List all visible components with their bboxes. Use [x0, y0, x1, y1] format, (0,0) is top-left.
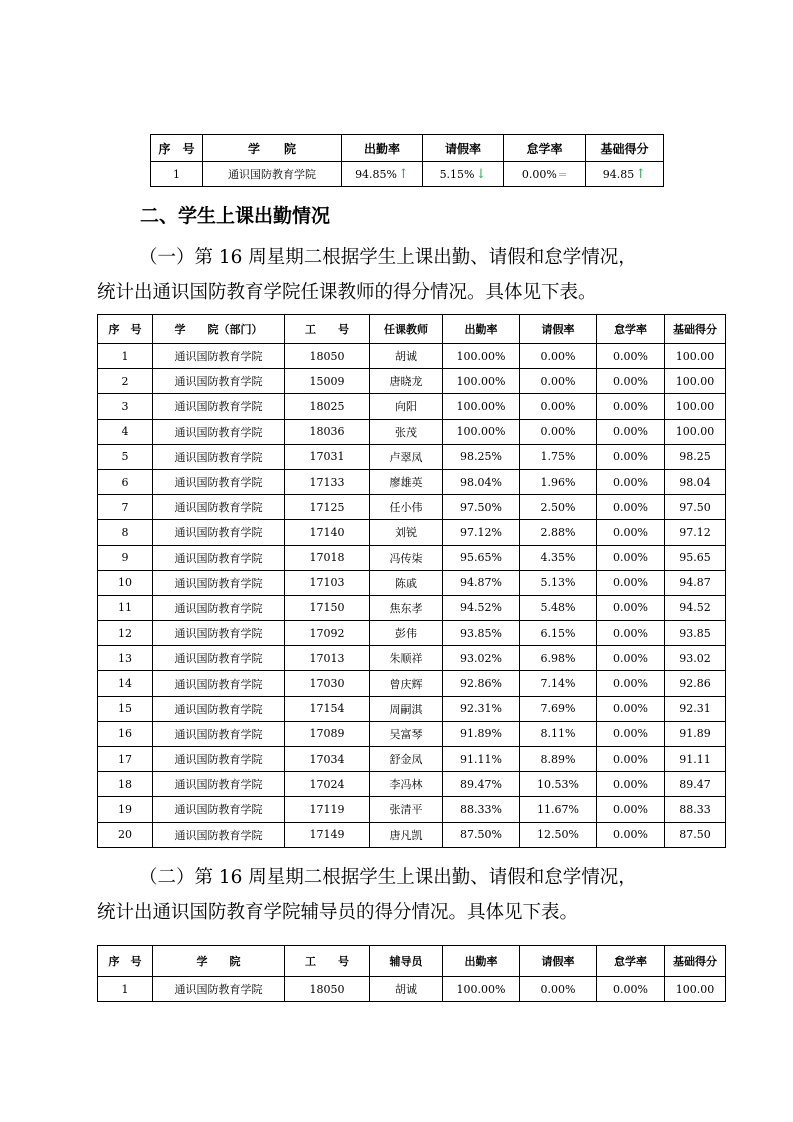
table-cell: 0.00%	[597, 977, 665, 1002]
table-cell: 0.00%	[597, 822, 665, 847]
column-header: 学 院	[203, 135, 342, 162]
table-cell: 100.00%	[443, 344, 520, 369]
paragraph-line: （二）第 16 周星期二根据学生上课出勤、请假和怠学情况，	[139, 867, 637, 888]
table-row	[98, 344, 726, 369]
arrow-up-icon: ↑	[635, 166, 647, 182]
table-cell: 15	[98, 696, 153, 721]
table-cell: 17103	[285, 570, 370, 595]
table-cell: 通识国防教育学院	[153, 671, 285, 696]
arrow-down-icon: ↓	[475, 166, 487, 182]
paragraph-teachers	[97, 240, 697, 310]
table-cell: 94.52	[665, 595, 726, 620]
table-cell: 通识国防教育学院	[153, 797, 285, 822]
table-cell: 14	[98, 671, 153, 696]
table-cell: 卢翠凤	[370, 444, 443, 469]
table-cell: 17013	[285, 646, 370, 671]
table-cell: 95.65	[665, 545, 726, 570]
attendance-cell	[342, 162, 423, 187]
table-cell: 彭伟	[370, 621, 443, 646]
column-header: 序 号	[151, 135, 203, 162]
score-value: 94.85	[602, 167, 635, 181]
equal-icon: =	[557, 167, 568, 181]
table-cell: 通识国防教育学院	[153, 595, 285, 620]
table-row	[98, 469, 726, 494]
table-cell: 17154	[285, 696, 370, 721]
table-cell: 91.11	[665, 747, 726, 772]
counselor-score-table	[97, 945, 726, 1002]
table-cell: 0.00%	[520, 419, 597, 444]
column-header: 怠学率	[504, 135, 586, 162]
table-cell: 通识国防教育学院	[153, 444, 285, 469]
table-cell: 通识国防教育学院	[153, 369, 285, 394]
table-cell: 18025	[285, 394, 370, 419]
attendance-value: 94.85%	[355, 167, 398, 181]
table-row	[98, 369, 726, 394]
table-cell: 15009	[285, 369, 370, 394]
table-row	[98, 772, 726, 797]
table-cell: 0.00%	[520, 977, 597, 1002]
table-cell: 通识国防教育学院	[153, 977, 285, 1002]
teacher-score-table	[97, 314, 726, 848]
table-row	[98, 394, 726, 419]
college-name: 通识国防教育学院	[203, 162, 342, 187]
table-cell: 廖雄英	[370, 469, 443, 494]
table-cell: 5	[98, 444, 153, 469]
table-cell: 12.50%	[520, 822, 597, 847]
table-cell: 唐晓龙	[370, 369, 443, 394]
table-row	[98, 595, 726, 620]
row-index: 1	[151, 162, 203, 187]
column-header: 出勤率	[443, 946, 520, 977]
table-cell: 94.87%	[443, 570, 520, 595]
table-cell: 7.14%	[520, 671, 597, 696]
table-cell: 0.00%	[597, 747, 665, 772]
table-cell: 94.52%	[443, 595, 520, 620]
table-cell: 朱顺祥	[370, 646, 443, 671]
table-cell: 17140	[285, 520, 370, 545]
table-cell: 100.00%	[443, 394, 520, 419]
table-cell: 3	[98, 394, 153, 419]
table-cell: 0.00%	[520, 369, 597, 394]
truancy-value: 0.00%	[521, 167, 557, 181]
table-cell: 17018	[285, 545, 370, 570]
table-cell: 0.00%	[597, 469, 665, 494]
table-cell: 88.33%	[443, 797, 520, 822]
table-cell: 2	[98, 369, 153, 394]
column-header: 学 院	[153, 946, 285, 977]
table-cell: 18036	[285, 419, 370, 444]
column-header: 请假率	[423, 135, 504, 162]
table-cell: 98.04%	[443, 469, 520, 494]
column-header: 工 号	[285, 946, 370, 977]
table-cell: 93.85	[665, 621, 726, 646]
table-cell: 6	[98, 469, 153, 494]
table-cell: 0.00%	[597, 772, 665, 797]
table-cell: 17	[98, 747, 153, 772]
table-cell: 吴富琴	[370, 721, 443, 746]
table-cell: 92.31	[665, 696, 726, 721]
table-cell: 6.98%	[520, 646, 597, 671]
table-cell: 92.86%	[443, 671, 520, 696]
table-cell: 89.47%	[443, 772, 520, 797]
table-cell: 通识国防教育学院	[153, 570, 285, 595]
table-cell: 11.67%	[520, 797, 597, 822]
table-cell: 通识国防教育学院	[153, 545, 285, 570]
table-cell: 93.02%	[443, 646, 520, 671]
table-cell: 2.88%	[520, 520, 597, 545]
paragraph-line: （一）第 16 周星期二根据学生上课出勤、请假和怠学情况，	[139, 247, 637, 268]
table-cell: 0.00%	[597, 721, 665, 746]
column-header: 出勤率	[342, 135, 423, 162]
table-cell: 周嗣淇	[370, 696, 443, 721]
table-row	[98, 419, 726, 444]
table-cell: 17092	[285, 621, 370, 646]
table-cell: 0.00%	[520, 344, 597, 369]
table-cell: 曾庆辉	[370, 671, 443, 696]
table-cell: 通识国防教育学院	[153, 621, 285, 646]
table-cell: 通识国防教育学院	[153, 822, 285, 847]
table-cell: 94.87	[665, 570, 726, 595]
table-cell: 92.86	[665, 671, 726, 696]
table-cell: 0.00%	[597, 419, 665, 444]
table-cell: 17089	[285, 721, 370, 746]
table-cell: 87.50%	[443, 822, 520, 847]
table-cell: 100.00	[665, 369, 726, 394]
table-cell: 任小伟	[370, 495, 443, 520]
score-cell	[586, 162, 664, 187]
table-cell: 20	[98, 822, 153, 847]
table-cell: 0.00%	[597, 444, 665, 469]
table-header-row	[98, 946, 726, 977]
table-cell: 5.13%	[520, 570, 597, 595]
table-cell: 95.65%	[443, 545, 520, 570]
table-cell: 7.69%	[520, 696, 597, 721]
table-cell: 张清平	[370, 797, 443, 822]
paragraph-line: 统计出通识国防教育学院辅导员的得分情况。具体见下表。	[97, 902, 579, 923]
table-cell: 0.00%	[597, 696, 665, 721]
table-cell: 93.02	[665, 646, 726, 671]
arrow-up-icon: ↑	[398, 166, 409, 182]
column-header: 基础得分	[665, 946, 726, 977]
table-row	[98, 696, 726, 721]
column-header: 出勤率	[443, 315, 520, 344]
table-row	[98, 495, 726, 520]
table-cell: 17149	[285, 822, 370, 847]
table-cell: 舒金凤	[370, 747, 443, 772]
column-header: 序 号	[98, 946, 153, 977]
table-cell: 97.50	[665, 495, 726, 520]
table-row	[98, 646, 726, 671]
table-cell: 2.50%	[520, 495, 597, 520]
table-cell: 焦东孝	[370, 595, 443, 620]
table-row	[98, 444, 726, 469]
table-cell: 16	[98, 721, 153, 746]
column-header: 怠学率	[597, 946, 665, 977]
table-cell: 0.00%	[597, 545, 665, 570]
table-cell: 100.00	[665, 344, 726, 369]
table-row	[98, 671, 726, 696]
table-cell: 0.00%	[520, 394, 597, 419]
table-cell: 6.15%	[520, 621, 597, 646]
table-cell: 11	[98, 595, 153, 620]
table-cell: 冯传柒	[370, 545, 443, 570]
table-cell: 91.11%	[443, 747, 520, 772]
column-header: 怠学率	[597, 315, 665, 344]
column-header: 工 号	[285, 315, 370, 344]
column-header: 基础得分	[586, 135, 664, 162]
table-cell: 胡诚	[370, 977, 443, 1002]
column-header: 请假率	[520, 315, 597, 344]
table-cell: 通识国防教育学院	[153, 394, 285, 419]
table-cell: 通识国防教育学院	[153, 646, 285, 671]
table-cell: 19	[98, 797, 153, 822]
table-cell: 4	[98, 419, 153, 444]
table-cell: 100.00	[665, 419, 726, 444]
leave-value: 5.15%	[439, 167, 475, 181]
table-cell: 0.00%	[597, 344, 665, 369]
truancy-cell	[504, 162, 586, 187]
table-cell: 98.25	[665, 444, 726, 469]
table-cell: 4.35%	[520, 545, 597, 570]
column-header: 基础得分	[665, 315, 726, 344]
table-row	[98, 545, 726, 570]
table-cell: 通识国防教育学院	[153, 721, 285, 746]
table-cell: 通识国防教育学院	[153, 747, 285, 772]
table-cell: 18050	[285, 344, 370, 369]
table-cell: 通识国防教育学院	[153, 344, 285, 369]
table-cell: 89.47	[665, 772, 726, 797]
column-header: 任课教师	[370, 315, 443, 344]
table-cell: 0.00%	[597, 797, 665, 822]
table-cell: 8.11%	[520, 721, 597, 746]
table-cell: 91.89%	[443, 721, 520, 746]
table-row	[98, 977, 726, 1002]
table-row	[98, 570, 726, 595]
table-cell: 0.00%	[597, 495, 665, 520]
table-cell: 97.12	[665, 520, 726, 545]
table-cell: 100.00	[665, 977, 726, 1002]
table-cell: 10	[98, 570, 153, 595]
table-cell: 88.33	[665, 797, 726, 822]
table-cell: 9	[98, 545, 153, 570]
table-cell: 刘锐	[370, 520, 443, 545]
table-cell: 17024	[285, 772, 370, 797]
table-cell: 向阳	[370, 394, 443, 419]
table-cell: 13	[98, 646, 153, 671]
table-cell: 1	[98, 344, 153, 369]
table-cell: 通识国防教育学院	[153, 520, 285, 545]
table-cell: 93.85%	[443, 621, 520, 646]
column-header: 辅导员	[370, 946, 443, 977]
table-cell: 0.00%	[597, 595, 665, 620]
table-cell: 1.75%	[520, 444, 597, 469]
table-cell: 通识国防教育学院	[153, 772, 285, 797]
table-cell: 0.00%	[597, 520, 665, 545]
table-cell: 0.00%	[597, 621, 665, 646]
table-row	[98, 621, 726, 646]
table-cell: 100.00%	[443, 419, 520, 444]
table-cell: 17119	[285, 797, 370, 822]
table-cell: 97.12%	[443, 520, 520, 545]
table-cell: 0.00%	[597, 369, 665, 394]
paragraph-counselors	[97, 860, 697, 930]
table-header-row	[98, 315, 726, 344]
table-cell: 8	[98, 520, 153, 545]
column-header: 请假率	[520, 946, 597, 977]
section-heading: 二、学生上课出勤情况	[140, 205, 331, 227]
table-cell: 17031	[285, 444, 370, 469]
table-cell: 0.00%	[597, 394, 665, 419]
college-summary-table	[150, 134, 664, 187]
table-cell: 100.00	[665, 394, 726, 419]
table-row	[98, 797, 726, 822]
table-cell: 10.53%	[520, 772, 597, 797]
table-cell: 唐凡凯	[370, 822, 443, 847]
paragraph-line: 统计出通识国防教育学院任课教师的得分情况。具体见下表。	[97, 282, 597, 303]
table-cell: 92.31%	[443, 696, 520, 721]
table-cell: 100.00%	[443, 369, 520, 394]
table-row	[98, 822, 726, 847]
table-cell: 12	[98, 621, 153, 646]
table-cell: 通识国防教育学院	[153, 495, 285, 520]
column-header: 序 号	[98, 315, 153, 344]
leave-cell	[423, 162, 504, 187]
table-cell: 胡诚	[370, 344, 443, 369]
table-cell: 通识国防教育学院	[153, 469, 285, 494]
table-cell: 0.00%	[597, 570, 665, 595]
teacher-table-body	[98, 344, 726, 848]
table-cell: 李冯林	[370, 772, 443, 797]
table-cell: 17125	[285, 495, 370, 520]
table-row	[98, 721, 726, 746]
table-row	[98, 520, 726, 545]
table-cell: 1.96%	[520, 469, 597, 494]
table-cell: 17034	[285, 747, 370, 772]
table-cell: 0.00%	[597, 646, 665, 671]
table-cell: 17030	[285, 671, 370, 696]
table-cell: 87.50	[665, 822, 726, 847]
table-cell: 98.04	[665, 469, 726, 494]
table-cell: 7	[98, 495, 153, 520]
table-row	[151, 162, 664, 187]
table-cell: 18050	[285, 977, 370, 1002]
table-cell: 张茂	[370, 419, 443, 444]
table-row	[98, 747, 726, 772]
table-cell: 18	[98, 772, 153, 797]
table-cell: 17150	[285, 595, 370, 620]
table-cell: 1	[98, 977, 153, 1002]
table-cell: 100.00%	[443, 977, 520, 1002]
table-cell: 91.89	[665, 721, 726, 746]
table-cell: 通识国防教育学院	[153, 419, 285, 444]
table-cell: 8.89%	[520, 747, 597, 772]
table-cell: 98.25%	[443, 444, 520, 469]
table-header-row	[151, 135, 664, 162]
table-cell: 5.48%	[520, 595, 597, 620]
table-cell: 0.00%	[597, 671, 665, 696]
column-header: 学 院（部门）	[153, 315, 285, 344]
table-cell: 通识国防教育学院	[153, 696, 285, 721]
table-cell: 97.50%	[443, 495, 520, 520]
table-cell: 17133	[285, 469, 370, 494]
table-cell: 陈戚	[370, 570, 443, 595]
